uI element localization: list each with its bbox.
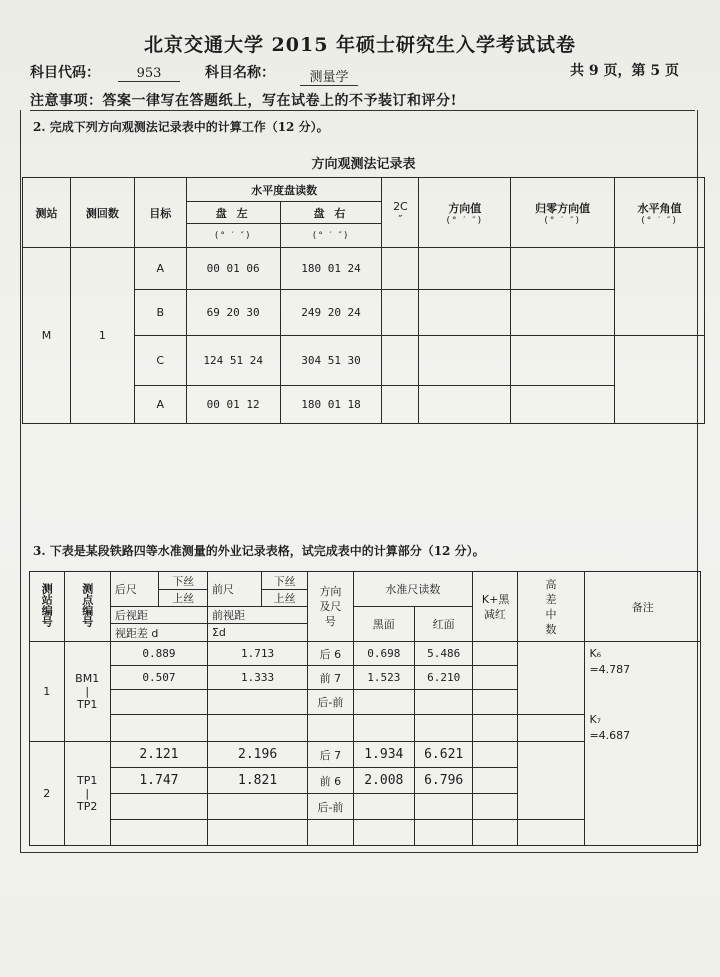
col-2c: [382, 178, 419, 248]
point-to: TP1: [77, 698, 98, 711]
k7-label: K₇: [589, 713, 602, 726]
answer-cell[interactable]: [207, 715, 307, 742]
col-height-label: 高差中数: [545, 577, 557, 636]
q2-table-title: 方向观测法记录表: [311, 157, 416, 172]
station-no: 1: [30, 642, 65, 742]
answer-cell[interactable]: [110, 715, 207, 742]
col-black: 黑面: [353, 607, 414, 642]
target-cell: A: [134, 248, 186, 290]
answer-cell[interactable]: [473, 742, 517, 768]
red-reading: 5.486: [415, 642, 473, 666]
col-point-no-label: 测点编号: [80, 582, 94, 627]
station-m: M: [23, 248, 71, 424]
col-right: 盘 右: [280, 202, 382, 224]
col-angle: [615, 178, 705, 248]
answer-cell[interactable]: [517, 742, 585, 820]
back-wire: 0.889: [110, 642, 207, 666]
red-reading: 6.210: [415, 666, 473, 690]
col-back-staff: 后尺: [110, 572, 159, 607]
answer-cell[interactable]: [511, 248, 615, 290]
dir-row: 前 6: [308, 768, 353, 794]
q2-title: 2. 完成下列方向观测法记录表中的计算工作（12 分）。: [33, 120, 329, 134]
answer-cell[interactable]: [308, 820, 353, 846]
col-2c-label: 2C: [393, 199, 408, 213]
col-note: 备注: [585, 572, 701, 642]
answer-cell[interactable]: [615, 248, 705, 336]
answer-cell[interactable]: [473, 794, 517, 820]
answer-cell[interactable]: [473, 666, 517, 690]
answer-cell[interactable]: [415, 690, 473, 715]
notice-text: 注意事项：答案一律写在答题纸上，写在试卷上的不予装订和评分!: [30, 93, 458, 109]
col-reduced-unit: (° ′ ″): [544, 215, 581, 226]
black-reading: 1.934: [353, 742, 414, 768]
left-reading: 124 51 24: [186, 336, 280, 386]
point-from: TP1: [77, 774, 98, 787]
answer-cell[interactable]: [110, 690, 207, 715]
answer-cell[interactable]: [353, 715, 414, 742]
front-wire: 2.196: [207, 742, 307, 768]
col-front-upper: 上丝: [261, 590, 307, 607]
col-angle-unit: (° ′ ″): [641, 215, 678, 226]
answer-cell[interactable]: [419, 248, 511, 290]
point-from: BM1: [75, 672, 100, 685]
col-front-lower: 下丝: [261, 572, 307, 590]
col-reading: 水平度盘读数: [186, 178, 382, 202]
back-wire: 0.507: [110, 666, 207, 690]
answer-cell[interactable]: [517, 820, 585, 846]
col-height: [517, 572, 585, 642]
answer-cell[interactable]: [308, 715, 353, 742]
back-wire: 1.747: [110, 768, 207, 794]
answer-cell[interactable]: [110, 794, 207, 820]
col-k-label: K+黑减红: [481, 592, 510, 621]
subject-code-value: 953: [118, 66, 180, 82]
front-wire: 1.713: [207, 642, 307, 666]
answer-cell[interactable]: [353, 794, 414, 820]
col-angle-label: 水平角值: [637, 201, 682, 215]
front-wire: 1.821: [207, 768, 307, 794]
col-direction: [419, 178, 511, 248]
answer-cell[interactable]: [419, 336, 511, 386]
right-reading: 180 01 24: [280, 248, 382, 290]
direction-observation-table: [22, 177, 705, 424]
subject-name-label: 科目名称：: [205, 65, 275, 81]
answer-cell[interactable]: [473, 768, 517, 794]
answer-cell[interactable]: [511, 336, 615, 386]
dir-row: 前 7: [308, 666, 353, 690]
black-reading: 0.698: [353, 642, 414, 666]
left-reading: 69 20 30: [186, 290, 280, 336]
answer-cell[interactable]: [473, 820, 517, 846]
col-back-upper: 上丝: [159, 590, 208, 607]
point-sep: |: [85, 787, 90, 800]
col-target: 目标: [134, 178, 186, 248]
col-reduced: [511, 178, 615, 248]
col-direction-label: 方向及尺号: [319, 585, 342, 628]
col-sum-d: Σd: [207, 624, 307, 642]
answer-cell[interactable]: [473, 715, 517, 742]
k6-value: =4.787: [589, 663, 631, 676]
point-to: TP2: [77, 800, 98, 813]
answer-cell[interactable]: [382, 336, 419, 386]
point-no: [64, 642, 110, 742]
answer-cell[interactable]: [473, 690, 517, 715]
target-cell: B: [134, 290, 186, 336]
answer-cell[interactable]: [110, 820, 207, 846]
exam-title: 北京交通大学 2015 年硕士研究生入学考试试卷: [143, 34, 577, 56]
col-staff-reading: 水准尺读数: [353, 572, 473, 607]
answer-cell[interactable]: [517, 715, 585, 742]
black-reading: 1.523: [353, 666, 414, 690]
point-sep: |: [85, 685, 90, 698]
subject-code-label: 科目代码：: [30, 65, 100, 81]
k7-value: =4.687: [589, 729, 631, 742]
black-reading: 2.008: [353, 768, 414, 794]
answer-cell[interactable]: [419, 290, 511, 336]
col-front-dist: 前视距: [207, 607, 307, 624]
col-2c-unit: ″: [398, 212, 403, 226]
col-diff-d: 视距差 d: [110, 624, 207, 642]
answer-cell[interactable]: [473, 642, 517, 666]
right-reading: 304 51 30: [280, 336, 382, 386]
col-back-dist: 后视距: [110, 607, 207, 624]
col-station-no-label: 测站编号: [40, 582, 54, 627]
answer-cell[interactable]: [415, 794, 473, 820]
dir-row: 后-前: [308, 690, 353, 715]
leveling-record-table: [29, 571, 701, 846]
answer-cell[interactable]: [207, 690, 307, 715]
target-cell: C: [134, 336, 186, 386]
answer-cell[interactable]: [382, 386, 419, 424]
dir-row: 后 7: [308, 742, 353, 768]
answer-cell[interactable]: [415, 715, 473, 742]
col-left-unit: (° ′ ″): [186, 224, 280, 248]
right-reading: 249 20 24: [280, 290, 382, 336]
red-reading: 6.621: [415, 742, 473, 768]
station-no: 2: [30, 742, 65, 846]
col-direction: [308, 572, 353, 642]
answer-cell[interactable]: [511, 290, 615, 336]
subject-name-value: 测量学: [300, 66, 358, 86]
dir-row: 后-前: [308, 794, 353, 820]
right-reading: 180 01 18: [280, 386, 382, 424]
col-back-lower: 下丝: [159, 572, 208, 590]
col-station: 测站: [23, 178, 71, 248]
answer-cell[interactable]: [415, 820, 473, 846]
back-wire: 2.121: [110, 742, 207, 768]
left-reading: 00 01 06: [186, 248, 280, 290]
answer-cell[interactable]: [419, 386, 511, 424]
answer-cell[interactable]: [511, 386, 615, 424]
answer-cell[interactable]: [207, 794, 307, 820]
answer-cell[interactable]: [382, 290, 419, 336]
col-front-staff: 前尺: [207, 572, 261, 607]
target-cell: A: [134, 386, 186, 424]
answer-cell[interactable]: [382, 248, 419, 290]
front-wire: 1.333: [207, 666, 307, 690]
k6-label: K₆: [589, 647, 602, 660]
page-count: 共 9 页，第 5 页: [570, 63, 679, 79]
point-no: [64, 742, 110, 846]
red-reading: 6.796: [415, 768, 473, 794]
col-point-no: [64, 572, 110, 642]
col-k: [473, 572, 517, 642]
col-direction-label: 方向值: [448, 201, 482, 215]
q3-title: 3. 下表是某段铁路四等水准测量的外业记录表格，试完成表中的计算部分（12 分）。: [33, 544, 485, 558]
answer-cell[interactable]: [615, 336, 705, 424]
answer-cell[interactable]: [207, 820, 307, 846]
left-reading: 00 01 12: [186, 386, 280, 424]
col-reduced-label: 归零方向值: [535, 201, 591, 215]
answer-cell[interactable]: [353, 690, 414, 715]
note-cell: [585, 642, 701, 846]
round-value: 1: [70, 248, 134, 424]
col-direction-unit: (° ′ ″): [446, 215, 484, 226]
col-left: 盘 左: [186, 202, 280, 224]
col-red: 红面: [415, 607, 473, 642]
dir-row: 后 6: [308, 642, 353, 666]
answer-cell[interactable]: [517, 642, 585, 715]
col-right-unit: (° ′ ″): [280, 224, 382, 248]
col-round: 测回数: [70, 178, 134, 248]
answer-cell[interactable]: [353, 820, 414, 846]
col-station-no: [30, 572, 65, 642]
